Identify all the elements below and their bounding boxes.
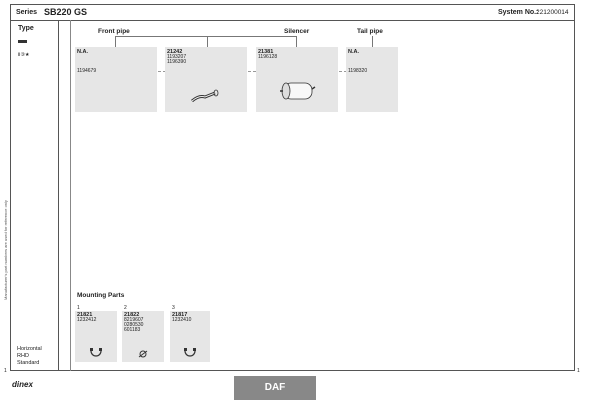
page-number-left: 1 bbox=[4, 368, 7, 374]
mount-index: 3 bbox=[172, 305, 175, 311]
bracket-line bbox=[115, 36, 296, 37]
part-reference: 1196390 bbox=[167, 59, 187, 65]
part-card[interactable] bbox=[75, 47, 157, 112]
part-number: 21817 bbox=[172, 312, 188, 318]
type-symbols: Ⅱ③★ bbox=[18, 52, 30, 58]
part-number: 21821 bbox=[77, 312, 93, 318]
part-reference: 1194679 bbox=[77, 68, 97, 74]
orientation-line: RHD bbox=[17, 353, 29, 359]
part-reference: 0280530 bbox=[124, 322, 144, 328]
mount-index: 2 bbox=[124, 305, 127, 311]
part-reference: 601183 bbox=[124, 327, 141, 333]
part-number: N.A. bbox=[348, 49, 359, 55]
mount-card[interactable] bbox=[75, 311, 117, 362]
bracket-tick bbox=[207, 36, 208, 47]
bracket-tick bbox=[115, 36, 116, 47]
part-reference: 1232410 bbox=[172, 317, 192, 323]
section-tail-pipe: Tail pipe bbox=[357, 28, 383, 35]
part-card[interactable] bbox=[346, 47, 398, 112]
clamp-icon bbox=[89, 345, 103, 357]
orientation-line: Horizontal bbox=[17, 346, 42, 352]
part-card[interactable] bbox=[165, 47, 247, 112]
truck-icon bbox=[18, 40, 27, 43]
part-reference: 1193207 bbox=[167, 54, 187, 60]
part-number: 21822 bbox=[124, 312, 140, 318]
mount-index: 1 bbox=[77, 305, 80, 311]
page-number-right: 1 bbox=[577, 368, 580, 374]
content-divider bbox=[70, 20, 71, 371]
bracket-tick bbox=[372, 36, 373, 47]
section-front-pipe: Front pipe bbox=[98, 28, 130, 35]
dinex-logo: dinex bbox=[12, 380, 33, 389]
header-divider bbox=[10, 20, 575, 21]
mount-card[interactable] bbox=[170, 311, 210, 362]
left-column bbox=[14, 20, 59, 371]
connector-dash bbox=[248, 71, 256, 72]
mounting-title: Mounting Parts bbox=[77, 292, 125, 299]
section-silencer: Silencer bbox=[284, 28, 310, 35]
orientation-line: Standard bbox=[17, 360, 40, 366]
bolt-icon bbox=[137, 349, 149, 359]
part-card[interactable] bbox=[256, 47, 338, 112]
mount-card[interactable] bbox=[122, 311, 164, 362]
type-label: Type bbox=[18, 25, 34, 32]
part-number: 21242 bbox=[167, 49, 183, 55]
part-reference: 1198320 bbox=[348, 68, 368, 74]
silencer-icon bbox=[278, 77, 316, 105]
series-value: SB220 GS bbox=[44, 7, 88, 17]
orientation-info bbox=[17, 346, 42, 367]
brand-bar: DAF bbox=[234, 376, 316, 400]
part-reference: 8219607 bbox=[124, 317, 144, 323]
clamp-icon bbox=[183, 345, 197, 357]
series-label: Series bbox=[16, 9, 38, 16]
system-label: System No.: bbox=[498, 9, 539, 16]
vertical-note: Manufacturer's part numbers are used for reference only bbox=[3, 200, 8, 300]
part-reference: 1232412 bbox=[77, 317, 97, 323]
bracket-tick bbox=[296, 36, 297, 47]
pipe-icon bbox=[189, 87, 221, 107]
part-number: 21381 bbox=[258, 49, 274, 55]
part-reference: 1196128 bbox=[258, 54, 278, 60]
part-number: N.A. bbox=[77, 49, 88, 55]
system-value: 221200014 bbox=[536, 9, 569, 16]
